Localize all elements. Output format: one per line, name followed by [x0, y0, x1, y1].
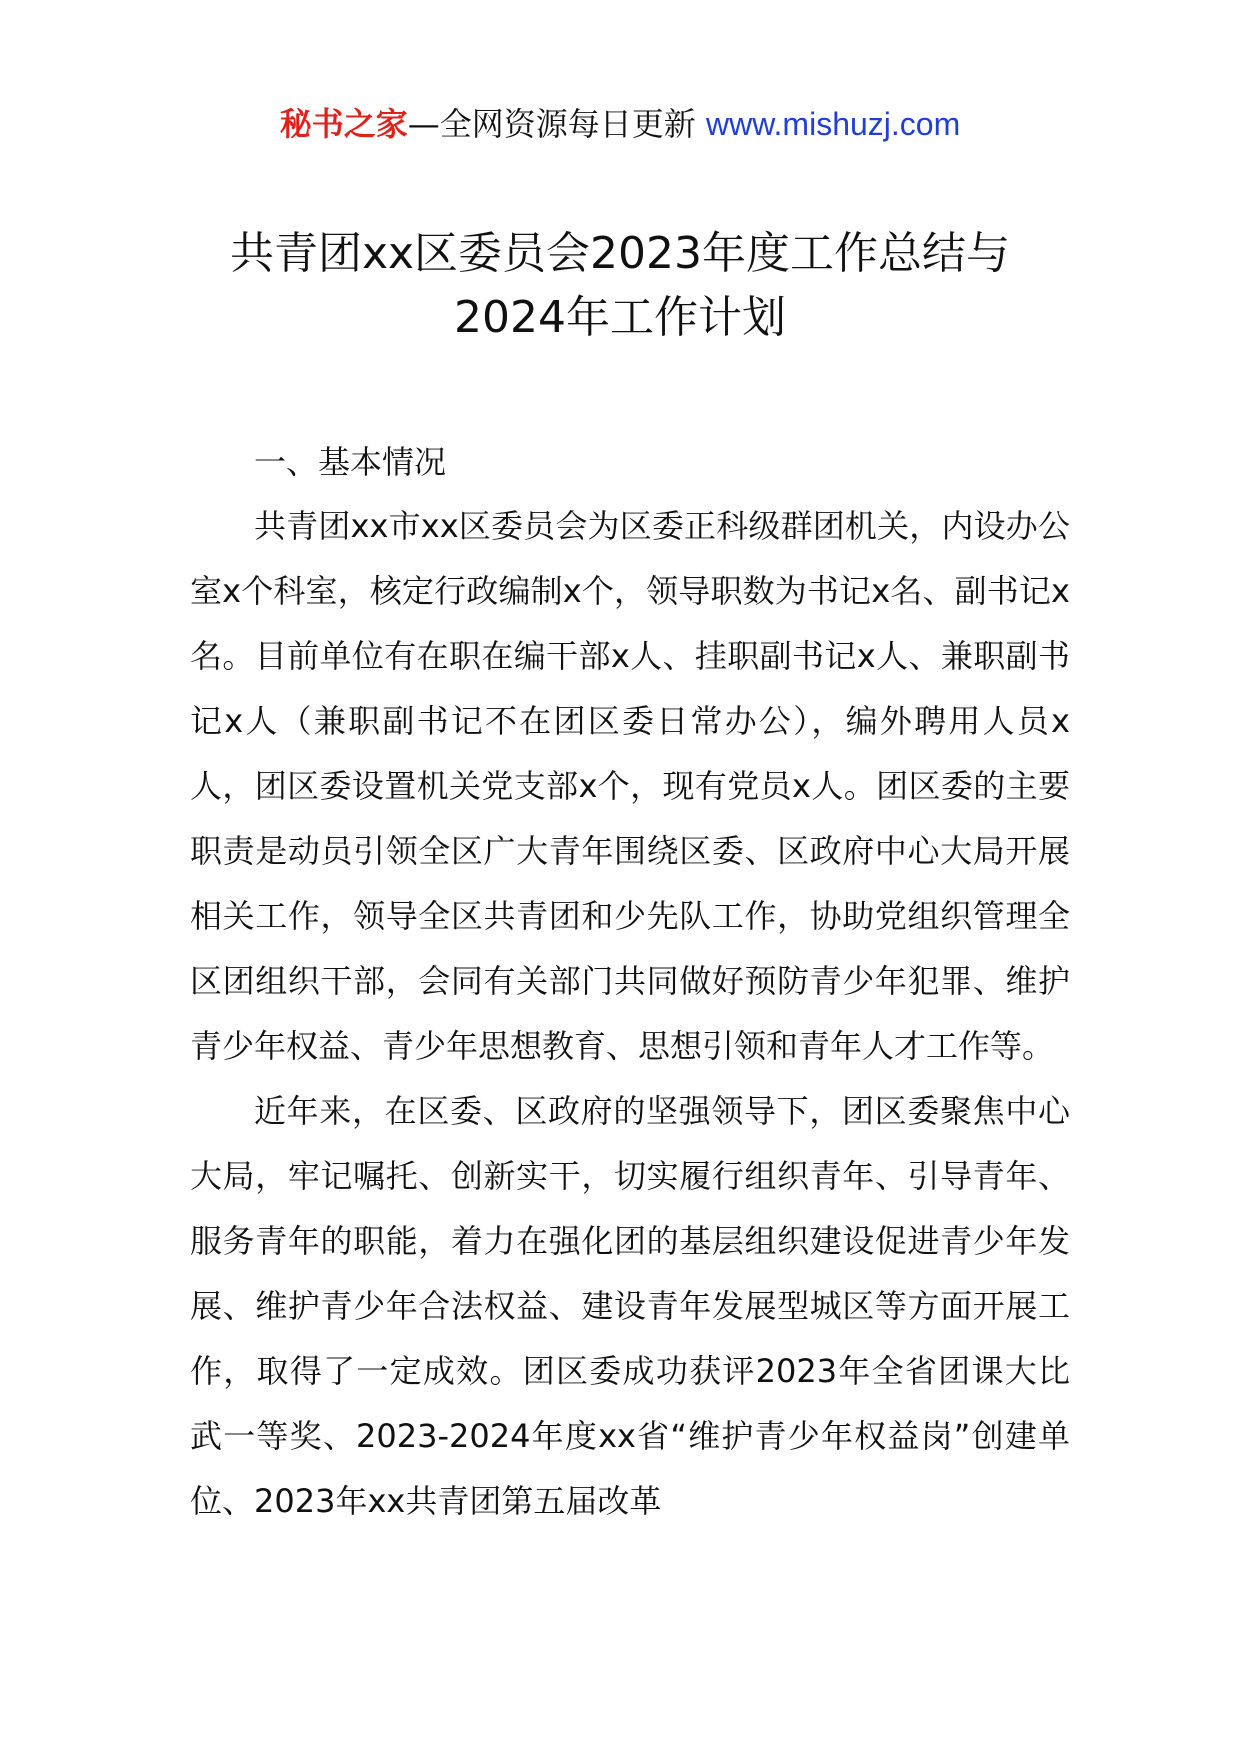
title-line-2: 2024年工作计划	[454, 292, 786, 343]
paragraph-1: 共青团xx市xx区委员会为区委正科级群团机关，内设办公室x个科室，核定行政编制x个，领导职数为书记x名、副书记x名。目前单位有在职在编干部x人、挂职副书记x人、兼职副书记x人（兼职副书记不在团区委日常办公），编外聘用人员x人，团区委设置机关党支部x个，现有党员x人。团区委的主要职责是动员引领全区广大青年围绕区委、区政府中心大局开展相关工作，领导全区共青团和少先队工作，协助党组织管理全区团组织干部，会同有关部门共同做好预防青少年犯罪、维护青少年权益、青少年思想教育、思想引领和青年人才工作等。	[190, 507, 1070, 1065]
document-title	[0, 222, 1240, 350]
page-header	[0, 100, 1240, 148]
document-body	[190, 430, 1070, 1534]
paragraph-2: 近年来，在区委、区政府的坚强领导下，团区委聚焦中心大局，牢记嘱托、创新实干，切实履行组织青年、引导青年、服务青年的职能，着力在强化团的基层组织建设促进青少年发展、维护青少年合法权益、建设青年发展型城区等方面开展工作，取得了一定成效。团区委成功获评2023年全省团课大比武一等奖、2023-2024年度xx省“维护青少年权益岗”创建单位、2023年xx共青团第五届改革	[190, 1092, 1070, 1520]
brand-name: 秘书之家	[279, 105, 408, 143]
website-link[interactable]: www.mishuzj.com	[705, 106, 961, 142]
section-heading: 一、基本情况	[254, 443, 447, 481]
title-line-1: 共青团xx区委员会2023年度工作总结与	[229, 228, 1011, 279]
header-slogan: —全网资源每日更新	[407, 105, 696, 143]
